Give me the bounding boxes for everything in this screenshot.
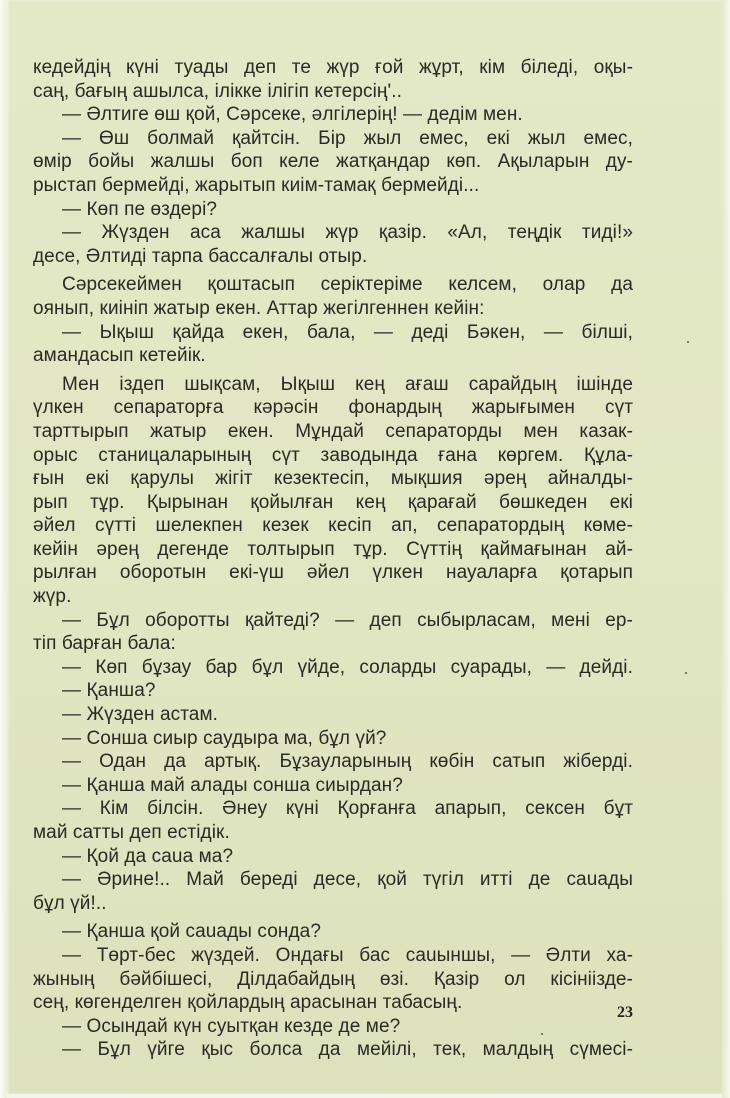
text-line: тіп барған бала:	[33, 633, 176, 655]
text-line: оянып, киініп жатыр екен. Аттар жегілгеннен кейін:	[33, 297, 485, 319]
text-line: орыс станицаларының сүт заводында ғана көргем. Құла-	[33, 444, 633, 466]
text-line: — Әрине!.. Май береді десе, қой түгіл итті де саuады	[62, 869, 633, 891]
text-line: рыстап бермейді, жарытып киім-тамақ бермейді...	[33, 174, 480, 196]
page-right-edge	[722, 0, 730, 1098]
text-line: — Ықыш қайда екен, бала, — деді Бәкен, — білші,	[62, 321, 633, 343]
text-line: — Қанша май алады сонша сиырдан?	[62, 774, 403, 796]
text-line: амандасып кетейік.	[33, 345, 206, 367]
text-line: әйел сүтті шелекпен кезек кесіп ап, сепаратордың көме-	[33, 515, 633, 537]
text-line: десе, Әлтиді тарпа бассалғалы отыр.	[33, 245, 368, 267]
text-line: — Әлтиге өш қой, Сәрсеке, әлгілерің! — дедім мен.	[62, 104, 523, 126]
text-line: — Сонша сиыр саудыра ма, бұл үй?	[62, 727, 387, 749]
text-line: Мен іздеп шықсам, Ықыш кең ағаш сарайдың ішінде	[62, 373, 633, 395]
text-line: — Кім білсін. Әнеу күні Қорғанға апарып, сексен бұт	[62, 798, 633, 820]
text-line: — Қой да саua ма?	[62, 845, 234, 867]
print-speck	[685, 672, 687, 674]
text-line: жүр.	[33, 586, 72, 608]
text-line: — Қанша қой саuады сонда?	[62, 921, 321, 943]
text-line: кейін әрең дегенде толтырып тұр. Сүттің қаймағынан ай-	[33, 538, 633, 560]
text-line: — Бұл оборотты қайтеді? — деп сыбырласам, мені ер-	[62, 609, 633, 631]
text-line: — Одан да артық. Бұзауларының көбін сатып жіберді.	[62, 751, 633, 773]
text-line: жының бәйбішесі, Ділдабайдың өзі. Қазір ол кісініізде-	[33, 968, 633, 990]
text-line: — Жүзден аса жалшы жүр қазір. «Ал, теңдік тиді!»	[62, 222, 633, 244]
page-number: 23	[617, 1004, 633, 1021]
text-line: саң, бағың ашылса, ілікке ілігіп кетерсің'..	[33, 80, 403, 102]
text-line: — Осындай күн суытқан кезде де ме?	[62, 1015, 401, 1037]
text-line: — Қанша?	[62, 680, 156, 702]
print-speck	[687, 341, 689, 343]
text-line: — Жүзден астам.	[62, 704, 219, 726]
text-line: өмір бойы жалшы боп келе жатқандар көп. Ақыларын ду-	[33, 151, 633, 173]
text-line: тарттырып жатыр екен. Мұндай сепараторды мен казак-	[33, 420, 633, 442]
text-line: Сәрсекеймен қоштасып серіктеріме келсем, олар да	[62, 274, 633, 296]
text-line: — Бұл үйге қыс болса да мейілі, тек, малдың сүмесі-	[62, 1039, 633, 1061]
text-line: — Көп пе өздері?	[62, 198, 218, 220]
text-line: бұл үй!..	[33, 892, 107, 914]
text-line: — Төрт-бес жүздей. Ондағы бас саuыншы, — Әлти ха-	[62, 944, 633, 966]
text-line: — Өш болмай қайтсін. Бір жыл емес, екі жыл емес,	[62, 127, 633, 149]
text-line: май сатты деп естідік.	[33, 822, 230, 843]
text-line: сең, көгенделген қойлардың арасынан табасың.	[33, 992, 463, 1014]
text-line: рып тұр. Қырынан қойылған кең қарағай бөшкеден екі	[33, 491, 633, 513]
text-line: — Көп бұзау бар бұл үйде, соларды суарады, — дейді.	[62, 656, 633, 678]
text-line: үлкен сепараторға кәрәсін фонардың жарығымен сүт	[33, 397, 633, 419]
text-line: рылған оборотын екі-үш әйел үлкен науаларға қотарып	[33, 562, 633, 584]
text-line: кедейдің күні туады деп те жүр ғой жұрт, кім біледі, оқы-	[33, 57, 633, 78]
print-speck	[541, 1033, 543, 1035]
text-line: ғын екі қарулы жігіт кезектесіп, мықшия әрең айналды-	[33, 468, 633, 490]
body-text	[33, 56, 633, 1062]
